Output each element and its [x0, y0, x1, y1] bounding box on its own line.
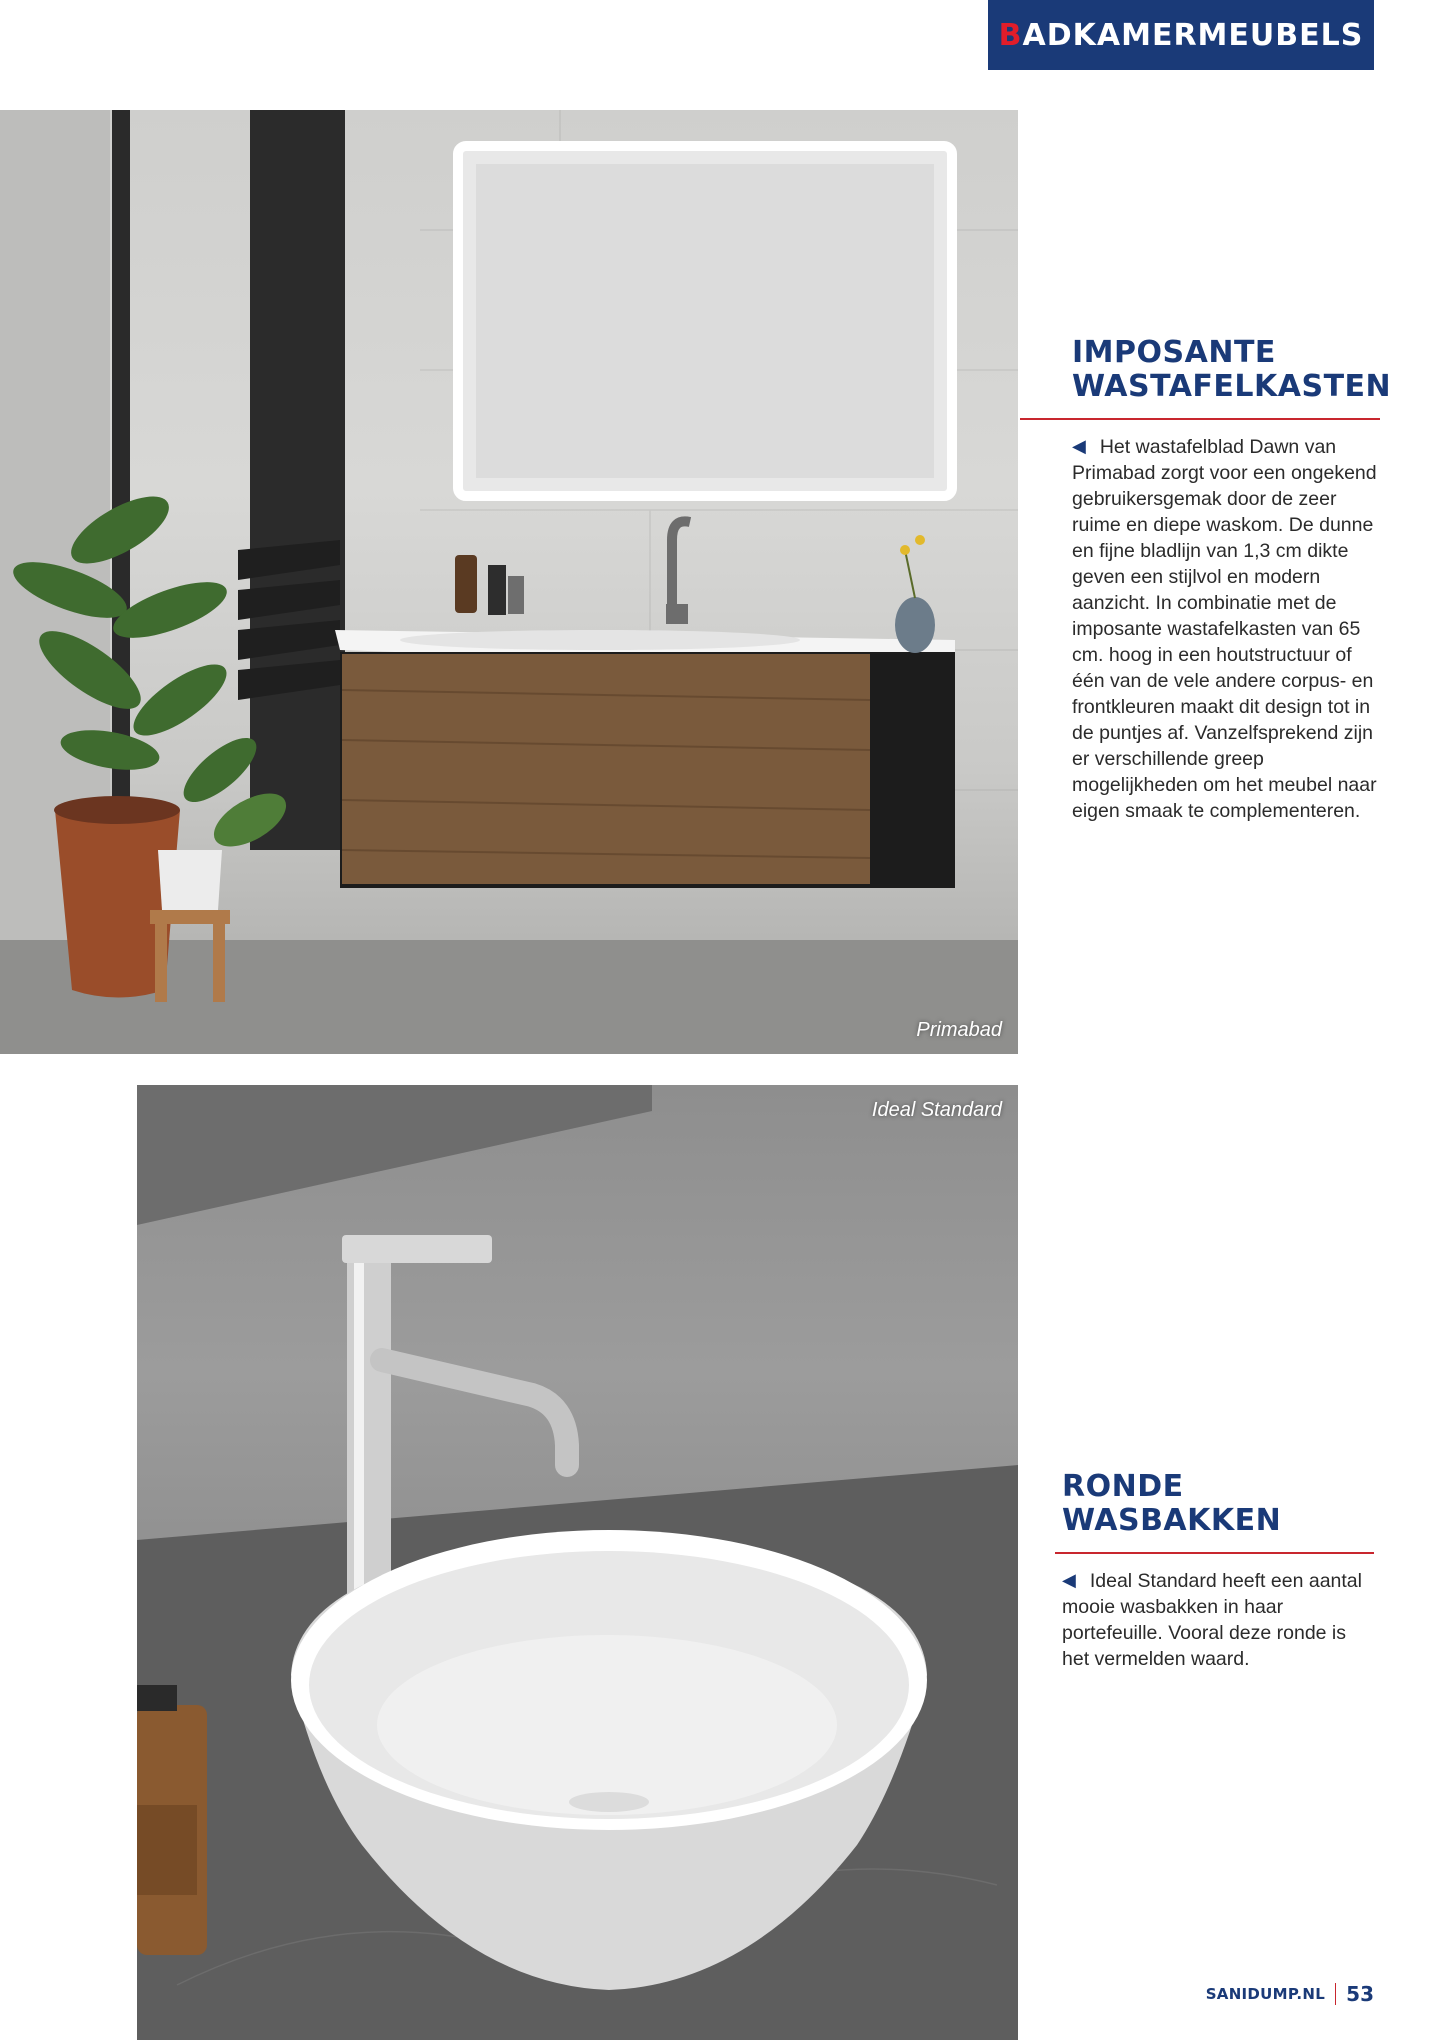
round-basin-photo	[137, 1085, 1018, 2040]
category-tab	[988, 0, 1374, 70]
triangle-left-icon: ◀	[1062, 1570, 1076, 1590]
page-footer	[1206, 1982, 1374, 2006]
section2-divider	[1055, 1552, 1374, 1554]
vanity-scene	[0, 110, 1018, 1054]
category-label: ADKAMERMEUBELS	[1022, 17, 1364, 53]
bathroom-vanity-photo	[0, 110, 1018, 1054]
section2-body-text: Ideal Standard heeft een aantal mooie wasbakken in haar portefeuille. Vooral deze ronde is het vermelden waard.	[1062, 1570, 1362, 1670]
footer-site: SANIDUMP.NL	[1205, 1985, 1326, 2003]
section1-body	[1072, 434, 1380, 824]
category-first-letter: B	[998, 17, 1023, 53]
footer-separator	[1335, 1983, 1336, 2005]
section1-title-line2: WASTAFELKASTEN	[1072, 369, 1392, 404]
page-number: 53	[1346, 1982, 1374, 2006]
section-wastafelkasten	[1072, 335, 1392, 824]
section1-title-line1: IMPOSANTE	[1072, 335, 1276, 370]
section1-body-text: Het wastafelblad Dawn van Primabad zorgt voor een ongekend gebruikersgemak door de zeer ruime en diepe waskom. De dunne en fijne bladlijn van 1,3 cm dikte geven een stijlvol en modern aanzicht. In combinatie met de imposante wastafelkasten van 65 cm. hoog in een houtstructuur of één van de vele andere corpus- en frontkleuren maakt dit design tot in de puntjes af. Vanzelfsprekend zijn er verschillende greep mogelijkheden om het meubel naar eigen smaak te complementeren.	[1072, 436, 1377, 822]
section2-body	[1062, 1568, 1374, 1672]
section2-title: RONDE WASBAKKEN	[1062, 1469, 1282, 1538]
section1-divider	[1020, 418, 1380, 420]
photo-credit-primabad: Primabad	[916, 1019, 1002, 1041]
triangle-left-icon: ◀	[1072, 436, 1086, 456]
photo-credit-ideal-standard: Ideal Standard	[871, 1099, 1002, 1121]
section1-title	[1072, 335, 1392, 404]
basin-scene	[137, 1085, 1018, 2040]
section-ronde-wasbakken	[1062, 1470, 1374, 1672]
